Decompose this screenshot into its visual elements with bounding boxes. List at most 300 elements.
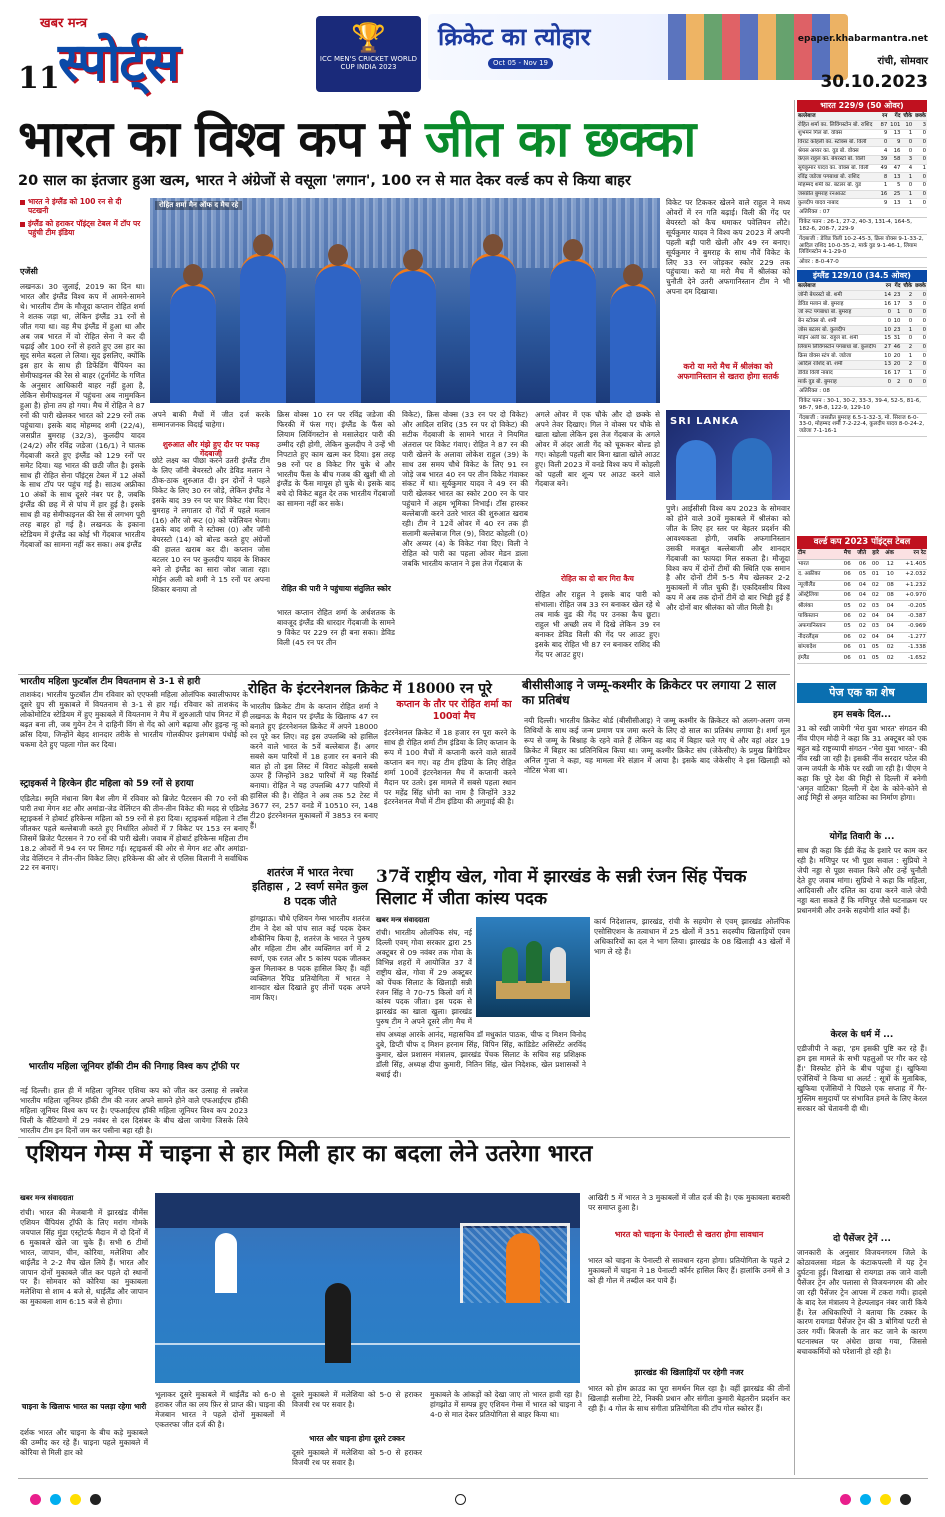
table-cell-value: 0	[913, 352, 927, 361]
table-cell-value: 02	[852, 601, 867, 611]
table-cell-value: -1.338	[895, 643, 927, 653]
table-cell-value: 0	[913, 369, 927, 378]
main-col-6: विकेट पर टिककर खेलने वाले राहुल ने मध्य ओवरों में रन गति बढ़ाई। विली की गेंद पर बेयरस्टो को कैच थमाकर पवेलियन लौटे। सूर्यकुमार यादव ने विश्व कप 2023 में अपनी पहली बड़ी पारी खेली और 49 रन बनाए। सूर्यकुमार ने बुमराह के साथ नौवें विकेट के लिए 33 रन जोड़कर स्कोर 229 तक पहुंचाया। करो या मरो मैच में श्रीलंका को चुनौती देने उतरी अफगानिस्तान टीम ने भी अपना दम दिखाया।	[666, 198, 790, 297]
table-cell-value: 1	[879, 182, 888, 191]
table-cell-value: 0	[913, 138, 927, 147]
table-cell-value: 16	[880, 191, 888, 198]
table-cell-name: भारत	[797, 559, 839, 569]
issue-date: 30.10.2023	[820, 72, 928, 92]
player-figure	[550, 258, 596, 403]
table-row	[797, 559, 927, 569]
table-row	[797, 164, 927, 173]
bullet-item: इंग्लैंड को हराकर पॉइंट्स टेबल में टॉप पर पहुंची टीम इंडिया	[20, 219, 142, 238]
table-cell-name: मार्क वुड बो. बुमराह	[797, 378, 883, 387]
row-separator	[18, 674, 790, 675]
rohit-story-heading: रोहित के इंटरनेशनल क्रिकेट में 18000 रन पूरे	[248, 681, 492, 697]
table-row	[797, 369, 927, 378]
player-figure	[240, 253, 286, 403]
table-cell-value: +0.970	[895, 591, 927, 601]
games-byline: खबर मन्त्र संवाददाता	[376, 916, 430, 924]
table-row	[797, 378, 927, 387]
table-cell-value: 04	[880, 632, 895, 642]
page-one-t2: साथ ही कहा कि ईडी केंद्र के इशारे पर काम कर रही है। मणिपुर पर भी पूछा सवाल : सुप्रियो ने जेपी नड्डा से पूछा सवाल किये और उन्हें चुनौती देते हुए जवाब मांगा। सुप्रियो ने कहा कि महिला, आदिवासी और दलित का दावा करने वाले जेपी नड्डा बता सकते हैं कि मणिपुर जैसे घटनाक्रम पर प्रधानमंत्री और उनके सहयोगी शांत क्यों हैं।	[797, 846, 927, 915]
player-figure	[390, 268, 436, 403]
table-cell-value: 06	[839, 653, 852, 663]
side-story-text: पुणे। आईसीसी विश्व कप 2023 के सोमवार को होने वाले 30वें मुकाबले में श्रीलंका को जीत के लिए हर स्तर पर बेहतर प्रदर्शन की आवश्यकता होगी, जबकि अफगानिस्तान उसकी मजबूत बल्लेबाजी और शानदार गेंदबाजी का फायदा मिल सकता है। मौजूदा विश्व कप में दोनों टीमों की स्थिति एक समान है और दोनों टीमें 5-5 मैच खेलकर 2-2 मुकाबलों में जीत चुकी हैं। एकदिवसीय विश्व कप में अब तक दोनों टीमें दो बार भिड़ी हुई हैं और दोनों बार श्रीलंका को जीत मिली है।	[666, 504, 790, 613]
table-cell-value: 2	[892, 378, 901, 387]
scorecard-panel	[797, 100, 927, 437]
table-cell-value: 08	[880, 580, 895, 590]
table-cell-value: 17	[893, 370, 901, 377]
captain-story-heading: कप्तान के तौर पर रोहित शर्मा का 100वां मैच	[396, 699, 512, 722]
table-row	[797, 308, 927, 317]
table-cell-value: -1.652	[895, 653, 927, 663]
score-note: ओवर : 8-0-47-0	[797, 258, 927, 268]
bcci-story-text: नयी दिल्ली। भारतीय क्रिकेट बोर्ड (बीसीसीआइ) ने जम्मू कश्मीर के क्रिकेटर को अलग-अलग जन्म तिथियों के साथ कई जन्म प्रमाण पत्र जमा करने के लिए दो साल का प्रतिबंध लगाया है। शर्मा मूल रूप से जम्मू के बिश्नाह के रहने वाले हैं लेकिन वह बाद में बिहार चले गए थे और वहां अंडर 19 क्रिकेट में बिहार का प्रतिनिधित्व किया था। जम्मू कश्मीर क्रिकेट संघ (जेकेसीए) के प्रमुख ब्रिगेडियर अनिल गुप्ता ने कहा, यह मामला मेरे संज्ञान में आया है। इसके बाद जेकेसीए ने इस खिलाड़ी को नोटिस भेजा था।	[524, 716, 790, 775]
table-header: जीते	[852, 549, 867, 559]
table-row	[797, 155, 927, 164]
rohit-story-text: भारतीय क्रिकेट टीम के कप्तान रोहित शर्मा ने लखनऊ के मैदान पर इंग्लैंड के खिलाफ 47 रन बनाते हुए इंटरनेशनल क्रिकेट में अपने 18000 रन पूरे कर लिए। वह इस उपलब्धि को हासिल करने वाले भारत के 5वें बल्लेबाज हैं। अगर सबसे कम पारियों में 18 हजार रन बनाने की बात हो तो इस लिस्ट में विराट कोहली सबसे ऊपर हैं जिन्होंने 382 पारियों में यह रिकॉर्ड बनाया। रोहित ने यह उपलब्धि 477 पारियों में हासिल की है। रोहित ने अब तक 52 टेस्ट में 3677 रन, 257 वनडे में 10510 रन, 148 टी20 इंटरनेशनल मुकाबलों में 3853 रन बनाए हैं।	[250, 702, 378, 831]
asian-text-7: भारत को चाइना के पेनाल्टी से सावधान रहना होगा। प्रतियोगिता के पहले 2 मुकाबलों में चाइना ने 18 पेनाल्टी कॉर्नर हासिल किए हैं। हालांकि उनमें से 3 को ही गोल में तब्दील कर पाये हैं।	[588, 1256, 790, 1285]
table-cell-name: रविंद्र जडेजा पगबाधा बो. राशिद	[797, 173, 879, 182]
points-table	[797, 549, 927, 664]
table-cell-value: 58	[888, 155, 901, 164]
table-cell-value: 02	[880, 653, 895, 663]
table-cell-value: 1	[901, 173, 913, 182]
games-text-3: कार्य निदेशालय, झारखंड, रांची के सहयोग से एवम् झारखंड ओलंपिक एसोसिएशन के तत्वाधान में 25 खेलों में 351 सदस्यीय खिलाड़ियों एवम अधिकारियों का दल ने भाग लिया। झारखंड के 08 खिलाड़ी 43 खेलों में भाग ले रहे हैं।	[594, 917, 790, 956]
goalkeeper-figure	[506, 1233, 540, 1303]
table-cell-value: 0	[913, 129, 927, 138]
table-cell-name: कुलदीप यादव नाबाद	[797, 199, 879, 208]
chess-text: हांगझाऊ। चौथे एशियन गेम्स भारतीय शतरंज टीम ने देश को पांच सात कई पदक देकर शौकीनिय किया है, शतरंज के भारत ने पुरुष और महिला टीम और व्यक्तिगत वर्ग में 2 स्वर्ण, एक रजत और 5 कांस्य पदक जीतकर कुल मिलाकर 8 पदक हासिल किए हैं। वहीं व्यक्तिगत रैपिड प्रतियोगिता में भारत ने शानदार खेल दिखाते हुए तीनों पदक अपने नाम किए।	[250, 914, 370, 1003]
player-figure	[610, 283, 656, 403]
registration-dot	[30, 1494, 41, 1505]
table-cell-value: 0	[913, 343, 927, 352]
table-cell-name: अफगानिस्तान	[797, 622, 839, 632]
festival-dates: Oct 05 - Nov 19	[488, 58, 553, 69]
brand-logo[interactable]	[16, 14, 306, 96]
player-figure	[170, 283, 216, 403]
print-registration-strip	[0, 1490, 945, 1508]
table-cell-value: 06	[839, 580, 852, 590]
table-cell-name: जो रूट पगबाधा बो. बुमराह	[797, 308, 883, 317]
table-row	[797, 611, 927, 621]
football-heading: भारतीय महिला फुटबॉल टीम वियतनाम से 3-1 से हारी	[20, 677, 201, 687]
main-col-3: क्रिस वोक्स 10 रन पर रविंद्र जडेजा की फिरकी में फंस गए। इंग्लैंड के फैंस को लियाम लिविंगस्टोन से मसालेदार पारी की उम्मीद रही होगी, लेकिन कुलदीप ने उन्हें भी निपटाते हुए काम खत्म कर दिया। इस तरह 98 रनों पर 8 विकेट गिर चुके थे और भारतीय फैंस के बीच गजब की खुशी थी तो इंग्लैंड के फैंस मायूस हो चुके थे। इसके बाद बचे दो विकेट बहुत देर तक भारतीय गेंदबाजों का सामना नहीं कर सके।	[277, 410, 395, 509]
table-row	[797, 121, 927, 130]
table-cell-value: 3	[913, 121, 927, 130]
hockey-photo	[155, 1193, 580, 1383]
table-cell-value: 03	[867, 622, 880, 632]
table-row	[797, 570, 927, 580]
table-cell-value: 0	[901, 308, 913, 317]
table-cell-value: 13	[888, 199, 901, 208]
table-row	[797, 352, 927, 361]
table-row	[797, 334, 927, 343]
table-cell-value: 23	[893, 326, 901, 333]
table-row	[797, 632, 927, 642]
asian-text-5: मुकाबले के आंकड़ों को देखा जाए तो भारत हावी रहा है। हांगझोउ में सम्पन्न हुए एशियन गेम्स में भारत को चाइना ने 4-0 से मात देकर प्रतियोगिता से बाहर किया था।	[430, 1390, 582, 1419]
games-text-2: संघ अध्यक्ष आरके आनंद, महासचिव डॉ मधुकांत पाठक, चीफ द मिशन विनोद दुबे, डिप्टी चीफ द मिशन हरनाम सिंह, विपिन सिंह, कांडिडेट असिस्टेंट अरविंद कुमार, खेल प्रशासन मंत्रालय, झारखंड पेंचक सिलाट के सचिव सह प्रशिक्षक डॉली सिंह, अध्यक्ष दीपा कुमारी, नितिन सिंह, खेल निदेशक, खेल प्रशासकों ने बधाई दी।	[376, 1030, 586, 1079]
registration-dot	[50, 1494, 61, 1505]
table-row	[797, 591, 927, 601]
headline-part-a: भारत का विश्व कप में	[18, 109, 425, 168]
table-header: टीम	[797, 549, 839, 559]
table-cell-value: 04	[852, 591, 867, 601]
table-cell-value: 1	[901, 199, 913, 208]
col-5-subhead: रोहित का दो बार गिरा कैच	[561, 574, 634, 583]
table-row	[797, 173, 927, 182]
table-cell-name: न्यूजीलैंड	[797, 580, 839, 590]
podium-graphic	[496, 981, 570, 999]
table-cell-name: केएल राहुल का. बेयरस्टो बो. विली	[797, 155, 879, 164]
main-photo	[150, 198, 660, 403]
table-cell-value: 47	[888, 164, 901, 173]
score-note: गेंदबाजी : डेविड विली 10-2-45-3, क्रिस वोक्स 9-1-33-2, आदिल राशिद 10-0-35-2, मार्क वुड 9-1-46-1, लियाम लिविंगस्टोन 4-1-29-0	[797, 235, 927, 259]
photo-tag: SRI LANKA	[670, 416, 740, 427]
asian-text: रांची। भारत की मेजबानी में झारखंड वीमेंस एशियन चैंपियंस ट्रॉफी के लिए मरांग गोमके जयपाल सिंह मुंडा एस्ट्रोटर्फ मैदान में दो दिनों में 6 मुकाबले खेले जा चुके हैं। सभी 6 टीमों भारत, जापान, चीन, कोरिया, मलेशिया और थाईलैंड ने 2-2 मैच खेल लिये हैं। भारत और जापान दोनों मुकाबले जीत कर पहले दो स्थानों पर हैं। सोमवार को कोरिया का मुकाबला मलेशिया से शाम 4 बजे से, थाईलैंड और जापान का मुकाबला शाम 6:15 बजे से होगा।	[20, 1208, 148, 1307]
table-cell-value: 0	[913, 173, 927, 182]
table-cell-value: 1	[901, 190, 913, 199]
table-cell-value: 04	[867, 611, 880, 621]
table-cell-value: 13	[888, 129, 901, 138]
side-story-heading: करो या मरो मैच में श्रीलंका को अफगानिस्तान से खतरा होगा सतर्क	[677, 362, 779, 381]
table-cell-value: 02	[852, 622, 867, 632]
table-cell-name: पाकिस्तान	[797, 611, 839, 621]
page-one-bar: पेज एक का शेष	[797, 683, 927, 703]
table-cell-name: इंग्लैंड	[797, 653, 839, 663]
table-cell-value: 0	[913, 199, 927, 208]
table-cell-value: 05	[839, 622, 852, 632]
table-cell-name: आदिल राशिद बो. शमी	[797, 360, 883, 369]
table-cell-value: 0	[901, 147, 913, 156]
table-cell-name: मोहम्मद शमी का. बटलर बो. वुड	[797, 182, 879, 191]
table-cell-value: 0	[913, 326, 927, 335]
table-cell-value: 06	[839, 611, 852, 621]
bullet-item: भारत ने इंग्लैंड को 100 रन से दी पटखनी	[20, 197, 142, 216]
table-header: गेंद	[892, 282, 901, 291]
table-cell-value: -0.969	[895, 622, 927, 632]
table-cell-value: 9	[879, 129, 888, 138]
table-cell-value: 0	[883, 378, 892, 387]
table-cell-name: डेविड मलान बो. बुमराह	[797, 300, 883, 309]
table-cell-value: 1	[892, 308, 901, 317]
table-cell-name: विराट कोहली का. स्टोक्स बो. विली	[797, 138, 879, 147]
table-cell-value: 0	[913, 182, 927, 191]
page-one-t3: एडीजीपी ने कहा, 'हम इसकी पुष्टि कर रहे हैं। हम इस मामले के सभी पहलुओं पर गौर कर रहे हैं।' विस्फोट होने के बीच पहुंचा हूं। खुफिया एजेंसियों ने किया था अलर्ट : सूत्रों के मुताबिक, खुफिया एजेंसियों ने पिछले एक सप्ताह में गैर-मुस्लिम समुदायों पर संभावित हमले के लिए केरल सरकार को चेतावनी दी थी।	[797, 1044, 927, 1113]
score-note: विकेट पतन : 26-1, 27-2, 40-3, 131-4, 164-5, 182-6, 208-7, 229-9	[797, 218, 927, 235]
score-note: विकेट पतन : 30-1, 30-2, 33-3, 39-4, 52-5, 81-6, 98-7, 98-8, 122-9, 129-10	[797, 397, 927, 414]
table-cell-value: 05	[867, 653, 880, 663]
main-col-1: लखनऊ। 30 जुलाई, 2019 का दिन था। भारत और इंग्लैंड विश्व कप में आमने-सामने थे। भारतीय टीम के मौजूदा कप्तान रोहित शर्मा ने शतक जड़ा था, लेकिन इंग्लैंड 31 रनों से जीत गया था। वह मैच इंग्लैंड में हुआ था और अब जब भारत में वो रोहित सेना ने कर दी चढ़ाई और 100 रनों से हराते हुए उस हार का सूद समेत बदला ले लिया। सूद इसलिए, क्योंकि इस हार के साथ ही डिफेंडिंग चैंपियन का सेमीफाइनल की रेस से बाहर (टूर्नामेंट के गणित के अनुसार आधिकारी बाहर नहीं हुआ है, लेकिन सेमीफाइनल में पहुंचना अब नामुमकिन हुआ है) होना तय हो गया। मैच में रोहित ने 87 रनों की पारी खेलकर भारत को 229 रनों तक पहुंचाया। इसके बाद मोहम्मद शमी (22/4), जसप्रीत बुमराह (32/3), कुलदीप यादव (24/2) और रविंद्र जडेजा (16/1) ने घातक गेंदबाजी करते हुए इंग्लैंड को 129 रनों पर समेट दिया। यह भारत की छठी जीत है। इसके साथ ही रोहित सेना पॉइंट्स टेबल में 12 अंकों के साथ टॉप पर पहुंच गई है। साउथ अफ्रीका 10 अंकों के साथ दूसरे नंबर पर है, जबकि इंग्लैंड की छह में से पांच में हार हुई है। इसके साथ ही वह सेमीफाइनल की रेस से लगभग पूरी तरह बाहर हो गई है। लखनऊ के इकाना स्टेडियम में इंग्लैंड का कोई भी गेंदबाज भारतीय गेंदबाजों का सामना नहीं कर सका। अब इंग्लैंड	[20, 282, 145, 549]
main-headline	[18, 108, 788, 174]
table-cell-value: 3	[901, 155, 913, 164]
strikers-heading: स्ट्राइकर्स ने हिरकेन हीट महिला को 59 रनों से हराया	[20, 779, 194, 789]
table-cell-value: 02	[867, 580, 880, 590]
asian-text-4: दूसरे मुकाबले में मलेशिया को 5-0 से हराकर विजयी रथ पर सवार है।	[292, 1390, 422, 1409]
table-cell-value: 04	[880, 622, 895, 632]
table-cell-name: श्रेयस अय्यर का. वुड बो. वोक्स	[797, 147, 879, 156]
table-row	[797, 326, 927, 335]
player-figure	[676, 440, 716, 500]
registration-dot	[90, 1494, 101, 1505]
table-row	[797, 622, 927, 632]
table-cell-value: -1.277	[895, 632, 927, 642]
table-cell-name: सूर्यकुमार यादव का. वोक्स बो. विली	[797, 164, 879, 173]
byline: एजेंसी	[20, 267, 38, 276]
table-cell-value: 05	[867, 643, 880, 653]
table-cell-value: 0	[913, 317, 927, 326]
page-one-h2: योगेंद्र तिवारी के ...	[829, 832, 895, 842]
main-col-5b: रोहित और राहुल ने इसके बाद पारी को संभाला। रोहित जब 33 रन बनाकर खेल रहे थे तब मार्क वुड की गेंद पर उनका कैच छूटा। राहुल भी अच्छी लय में दिखे लेकिन 39 रन बनाकर डेविड विली की गेंद पर आउट हुए। इसके बाद रोहित भी 87 रन बनाकर राशिद की गेंद पर आउट हुए।	[535, 590, 660, 659]
table-cell-value: 0	[913, 155, 927, 164]
main-subhead: 20 साल का इंतजार हुआ खत्म, भारत ने अंग्रेजों से वसूला 'लगान', 100 रन से मात देकर वर्ल्ड कप से किया बाहर	[18, 173, 631, 189]
hockey-text: नई दिल्ली। हाल ही में महिला जूनियर एशिया कप को जीत कर उत्साह से लबरेज भारतीय महिला जूनियर हॉकी टीम की नजर अपने सामने होने वाले एफआईएच हॉकी महिला जूनियर विश्व कप पर है। एफआईएच हॉकी महिला जूनियर विश्व कप 2023 चिली के सैंटियागो में 29 नवंबर से दस दिसंबर के बीच खेला जायेगा जिसके लिये भारतीय टीम इन दिनों जम कर पसीना बहा रही है।	[20, 1086, 248, 1134]
table-cell-value: 0	[901, 334, 913, 343]
table-cell-value: 2	[901, 343, 913, 352]
asian-byline: खबर मन्त्र संवाददाता	[20, 1194, 74, 1202]
table-cell-value: 04	[880, 611, 895, 621]
india-scorecard	[797, 112, 927, 208]
table-header: चौके	[903, 112, 913, 119]
table-header: छक्के	[915, 282, 926, 289]
table-header: रन	[879, 112, 888, 121]
table-cell-value: -0.387	[895, 611, 927, 621]
table-cell-value: 0	[901, 317, 913, 326]
table-row	[797, 300, 927, 309]
football-text: ताशकंद। भारतीय फुटबॉल टीम रविवार को एएफसी महिला ओलंपिक क्वालीफायर के दूसरे ग्रुप सी मुकाबले में वियतनाम से 3-1 से हार गई। रविवार को ताशकंद के लोकोमोटिव स्टेडियम में हुए मुकाबले में वियतनाम ने मैच में शुरुआती पांच मिनट में ही बढ़त बना ली, जब गुयेन टेन ने दाहिनी विंग से गेंद को आगे बढ़ाया और हुइन्ह न्हू को क्रॉस दिया, जिन्होंने बेहद शानदार तरीके से भारतीय गोलकीपर इलंगबाम पंथोई को चकमा देते हुए पहला गोल कर दिया।	[20, 690, 248, 749]
table-cell-value: 10	[901, 121, 913, 130]
table-cell-value: 06	[839, 570, 852, 580]
captain-story-text: इंटरनेशनल क्रिकेट में 18 हजार रन पूरा करने के साथ ही रोहित शर्मा टीम इंडिया के लिए कप्तान के रूप में 100 मैचों में कप्तानी करने वाले सातवें कप्तान बन गए। वह टीम इंडिया के लिए रोहित शर्मा 100वें इंटरनेशनल मैच में कप्तानी करने मैदान पर उतरे। इस मामले में सबसे पहला स्थान पर महेंद्र सिंह धोनी का नाम है जिन्होंने 332 इंटरनेशनल मैचों में टीम इंडिया की अगुवाई की है।	[384, 728, 516, 807]
highlight-bullets	[20, 197, 142, 241]
table-cell-value: 12	[880, 559, 895, 569]
main-col-4: विकेट), क्रिस वोक्स (33 रन पर दो विकेट) और आदिल राशिद (35 रन पर दो विकेट) की सटीक गेंदबाजी के सामने भारत ने नियमित अंतराल पर विकेट गंवाए। रोहित ने 87 रन की पारी खेलने के अलावा लोकेश राहुल (39) के साथ उस समय चौथे विकेट के लिए 91 रन जोड़े जब भारत 40 रन पर तीन विकेट गंवाकर संकट में था। सूर्यकुमार यादव ने 49 रन की पारी खेलकर भारत का स्कोर 200 रन के पार पहुंचाने में अहम भूमिका निभाई। टॉस हारकर बल्लेबाजी करने उतरे भारत की शुरुआत खराब रही। टीम ने 12वें ओवर में 40 रन तक ही सलामी बल्लेबाज गिल (9), विराट कोहली (0) और अय्यर (4) के विकेट गंवा दिए। विली ने रोहित को पारी का पहला ओवर मेडन डाला जबकि भारतीय कप्तान ने इस तेज गेंदबाज के	[402, 410, 528, 568]
table-cell-value: 31	[893, 335, 901, 342]
table-cell-value: 49	[880, 165, 888, 172]
table-cell-value: 4	[879, 147, 888, 156]
table-row	[797, 360, 927, 369]
festival-banner	[428, 14, 848, 80]
page-one-h1: हम सबके दिल...	[832, 710, 892, 720]
table-cell-value: 02	[852, 632, 867, 642]
table-row	[797, 182, 927, 191]
main-col-2: अपने बाकी मैचों में जीत दर्ज करके सम्मानजनक विदाई चाहेगा।	[152, 410, 270, 429]
table-cell-value: 1	[901, 369, 913, 378]
table-cell-name: श्रीलंका	[797, 601, 839, 611]
asian-sub-2: भारत और चाइना होगा दूसरे टक्कर	[309, 1434, 405, 1443]
table-cell-value: 8	[879, 173, 888, 182]
table-cell-value: +2.032	[895, 570, 927, 580]
table-cell-value: 01	[867, 570, 880, 580]
registration-dot	[860, 1494, 871, 1505]
table-cell-value: 0	[901, 378, 913, 387]
table-cell-value: 87	[880, 121, 888, 128]
brand-small: खबर मन्त्र	[40, 16, 88, 31]
table-cell-value: 25	[888, 190, 901, 199]
masthead	[16, 10, 928, 100]
table-cell-value: 16	[884, 300, 891, 307]
page-one-t4: जानकारी के अनुसार विजयनगरम जिले के कोठावलसा मंडल के कंटाकपल्ली में यह ट्रेन दुर्घटना हुई। विशाखा से रायगडा तक जाने वाली पैसेंजर ट्रेन और पलासा से विजयनगरम की ओर जा रही पैसेंजर ट्रेन आपस में टकरा गयी। हादसे के बाद रेल मंत्रालय ने हेल्पलाइन नंबर जारी किये हैं। रेल अधिकारियों ने बताया कि टक्कर के कारण रायगडा पैसेंजर ट्रेन की 3 बोगियां पटरी से उतर गयीं। बिजली के तार कट जाने के कारण घटनास्थल पर अंधेरा छाया गया, जिससे बचावकर्मियों को परेशानी हो रही है।	[797, 1248, 927, 1357]
table-row	[797, 138, 927, 147]
table-row	[797, 580, 927, 590]
registration-dot	[900, 1494, 911, 1505]
page-one-h4: दो पैसेंजर ट्रेनें ...	[833, 1234, 891, 1244]
table-cell-value: 0	[913, 378, 927, 387]
table-cell-value: 10	[893, 317, 901, 324]
hockey-heading: भारतीय महिला जूनियर हॉकी टीम की निगाह विश्व कप ट्रॉफी पर	[28, 1062, 240, 1072]
table-cell-name: द. अफ्रीका	[797, 570, 839, 580]
row-separator	[18, 1478, 928, 1479]
score-note: गेंदबाजी : जसप्रीत बुमराह 6.5-1-32-3, मो. सिराज 6-0-33-0, मोहम्मद शमी 7-2-22-4, कुलदीप यादव 8-0-24-2, जडेजा 7-1-16-1	[797, 414, 927, 438]
registration-dot	[70, 1494, 81, 1505]
table-header: बल्लेबाज	[797, 282, 883, 291]
table-cell-value: 0	[901, 182, 913, 191]
table-row	[797, 291, 927, 300]
player-figure	[315, 263, 361, 403]
table-cell-value: 10	[884, 326, 891, 333]
table-cell-value: 9	[879, 199, 888, 208]
asian-text-4b: दूसरे मुकाबले में मलेशिया को 5-0 से हराकर विजयी रथ पर सवार है।	[292, 1448, 422, 1467]
table-row	[797, 129, 927, 138]
table-cell-name: जसप्रीत बुमराह रनआउट	[797, 190, 879, 199]
table-cell-name: लियाम लिविंगस्टोन पगबाधा बो. कुलदीप	[797, 343, 883, 352]
table-header: गेंद	[888, 112, 901, 121]
table-cell-value: 1	[901, 129, 913, 138]
points-table-title: वर्ल्ड कप 2023 पॉइंट्स टेबल	[797, 536, 927, 549]
table-row	[797, 643, 927, 653]
city-day: रांची, सोमवार	[877, 56, 928, 67]
table-cell-value: 0	[913, 190, 927, 199]
table-cell-name: क्रिस वोक्स स्टंप बो. जडेजा	[797, 352, 883, 361]
table-header: चौके	[903, 282, 913, 289]
table-cell-value: 20	[893, 361, 901, 368]
table-cell-name: बांग्लादेश	[797, 643, 839, 653]
table-cell-name: शुभमन गिल बो. वोक्स	[797, 129, 879, 138]
table-row	[797, 653, 927, 663]
table-cell-value: 15	[884, 335, 891, 342]
games-heading: 37वें राष्ट्रीय खेल, गोवा में झारखंड के सन्नी रंजन सिंह पेंचक सिलाट में जीता कांस्य पदक	[376, 867, 747, 910]
england-scorecard	[797, 282, 927, 387]
table-cell-value: 27	[884, 343, 891, 350]
side-story-photo	[666, 410, 790, 500]
table-cell-value: 17	[893, 300, 901, 307]
table-cell-value: 06	[839, 643, 852, 653]
athlete-figure	[550, 947, 566, 983]
table-cell-value: 0	[913, 334, 927, 343]
table-cell-value: 0	[883, 308, 892, 317]
table-row	[797, 549, 927, 559]
table-header: मैच	[839, 549, 852, 559]
festival-title: क्रिकेट का त्योहार	[438, 22, 591, 51]
player-figure	[325, 1283, 351, 1363]
table-cell-value: 3	[901, 300, 913, 309]
table-row	[797, 601, 927, 611]
asian-text-8: भारत को होम क्राउड का पूरा समर्थन मिल रहा है। वहीं झारखंड की तीनों खिलाड़ी सलीमा टेटे, निक्की प्रधान और संगीता कुमारी बेहतरीन प्रदर्शन कर रही हैं। 4 गोल के साथ संगीता प्रतियोगिता की टॉप गोल स्कोरर हैं।	[588, 1384, 790, 1413]
games-text: रांची। भारतीय ओलंपिक संघ, नई दिल्ली एवम् गोवा सरकार द्वारा 25 अक्टूबर से 09 नवंबर तक गोवा के विभिन्न शहरों में आयोजित 37 वें राष्ट्रीय खेल, गोवा में 29 अक्टूबर को पेंचक सिलाट के खिलाड़ी सन्नी रंजन सिंह ने 70-75 किलो वर्ग में कांस्य पदक जीता। इस पदक से झारखंड का खाता खुला। झारखंड पुरुष टीम ने अपने दूसरे लीग मैच में	[376, 928, 472, 1027]
asian-text-3: भूलाकर दूसरे मुकाबले में थाईलैंड को 6-0 से हराकर जीत का लय फ़िर से प्राप्त की। चाइना की मेजबान भारत ने पहले दोनों मुकाबलों में एकतरफा जीत दर्ज की है।	[155, 1390, 285, 1429]
player-figure	[470, 253, 516, 403]
table-cell-value: 13	[888, 173, 901, 182]
table-row	[797, 190, 927, 199]
brand-big: स्पोर्ट्स	[58, 32, 179, 93]
table-cell-value: 03	[867, 601, 880, 611]
table-cell-value: 46	[893, 343, 901, 350]
table-cell-value: 13	[884, 361, 891, 368]
page-number: 11	[18, 61, 60, 96]
table-cell-name: नीदरलैंड्स	[797, 632, 839, 642]
asian-sub-3: भारत को चाइना के पेनाल्टी से खतरा होगा सावधान	[614, 1230, 764, 1239]
table-cell-value: 0	[913, 308, 927, 317]
table-cell-value: 0	[913, 291, 927, 300]
epaper-link[interactable]: epaper.khabarmantra.net	[797, 34, 928, 44]
table-cell-value: 1	[901, 352, 913, 361]
world-cup-logo-text: ICC MEN'S CRICKET WORLD CUP INDIA 2023	[319, 55, 418, 72]
page-one-h3: केरल के धर्म में ...	[830, 1030, 894, 1040]
table-row	[797, 112, 927, 121]
table-cell-value: 14	[884, 291, 891, 298]
table-cell-value: +1.405	[895, 559, 927, 569]
table-cell-value: 06	[839, 591, 852, 601]
table-header: हारे	[867, 549, 880, 559]
table-cell-value: 05	[852, 570, 867, 580]
table-cell-value: 02	[867, 591, 880, 601]
table-cell-value: 01	[852, 643, 867, 653]
table-cell-value: 23	[893, 291, 901, 298]
table-cell-value: 0	[879, 138, 888, 147]
table-cell-value: 08	[880, 591, 895, 601]
table-cell-value: 00	[867, 559, 880, 569]
table-row	[797, 199, 927, 208]
table-header: रन रेट	[895, 549, 927, 559]
table-header: रन	[883, 282, 892, 291]
bcci-story-heading: बीसीसीआइ ने जम्मू-कश्मीर के क्रिकेटर पर लगाया 2 साल का प्रतिबंध	[522, 678, 777, 707]
india-score-head: भारत 229/9 (50 ओवर)	[797, 100, 927, 112]
table-cell-value: 4	[901, 164, 913, 173]
table-cell-value: 101	[890, 121, 901, 128]
table-cell-value: 0	[883, 317, 892, 326]
table-cell-value: 04	[880, 601, 895, 611]
table-row	[797, 343, 927, 352]
asian-heading: एशियन गेम्स में चाइना से हार मिली हार का बदला लेने उतरेगा भारत	[26, 1140, 593, 1167]
chess-heading: शतरंज में भारत नेरचा इतिहास , 2 स्वर्ण समेत कुल 8 पदक जीते	[252, 866, 368, 908]
field-line	[155, 1343, 580, 1345]
asian-sub-4: झारखंड की खिलाड़ियों पर रहेगी नजर	[634, 1368, 744, 1377]
table-row	[797, 282, 927, 291]
photo-caption: रोहित शर्मा मैन ऑफ द मैच रहे	[155, 201, 242, 210]
main-col-5: अगले ओवर में एक चौके और दो छक्के से अपने तेवर दिखाए। गिल ने वोक्स पर चौके से खाता खोला लेकिन इस तेज गेंदबाज के अगले ओवर में अंदर आती गेंद को चूककर बोल्ड हो गए। कोहली पहली बार बिना खाता खोले आउट हुए। विली 2023 में वनडे विश्व कप में कोहली को पहली बार शून्य पर आउट करने वाले गेंदबाज बने।	[535, 410, 660, 489]
registration-dot	[880, 1494, 891, 1505]
table-cell-value: 04	[867, 632, 880, 642]
table-cell-name: रोहित शर्मा का. लिविंगस्टोन बो. राशिद	[797, 121, 879, 130]
registration-dot	[840, 1494, 851, 1505]
table-cell-value: 06	[839, 559, 852, 569]
registration-target	[455, 1494, 466, 1505]
page-one-t1: 31 को रखी जायेगी 'मेरा युवा भारत' संगठन की नींव पीएम मोदी ने कहा कि 31 अक्टूबर को एक बहुत बड़े राष्ट्रव्यापी संगठन -'मेरा युवा भारत'- की नींव रखी जा रही है। इसकी नींव सरदार पटेल की जन्म जयंती के मौके पर रखी जा रही है। पीएम ने कहा कि पूरे देश की मिट्टी से दिल्ली में बनेगी 'अमृत वाटिका' दिल्ली में देश के कोने-कोने से आई मिट्टी से अमृत वाटिका का निर्माण होगा।	[797, 724, 927, 803]
asian-text-2: दर्शक भारत और चाइना के बीच कड़े मुकाबले की उम्मीद कर रहे हैं। चाइना पहले मुकाबले में कोरिया से मिली हार को	[20, 1428, 148, 1457]
table-cell-value: 10	[884, 352, 891, 359]
table-row	[797, 317, 927, 326]
table-cell-value: -0.205	[895, 601, 927, 611]
table-cell-value: 5	[888, 182, 901, 191]
table-cell-value: +1.232	[895, 580, 927, 590]
table-cell-value: 0	[913, 360, 927, 369]
table-cell-value: 1	[913, 164, 927, 173]
column-separator	[794, 100, 795, 1475]
player-figure	[215, 1233, 237, 1293]
table-cell-value: 16	[884, 370, 891, 377]
headline-part-b: जीत का छक्का	[424, 109, 696, 168]
